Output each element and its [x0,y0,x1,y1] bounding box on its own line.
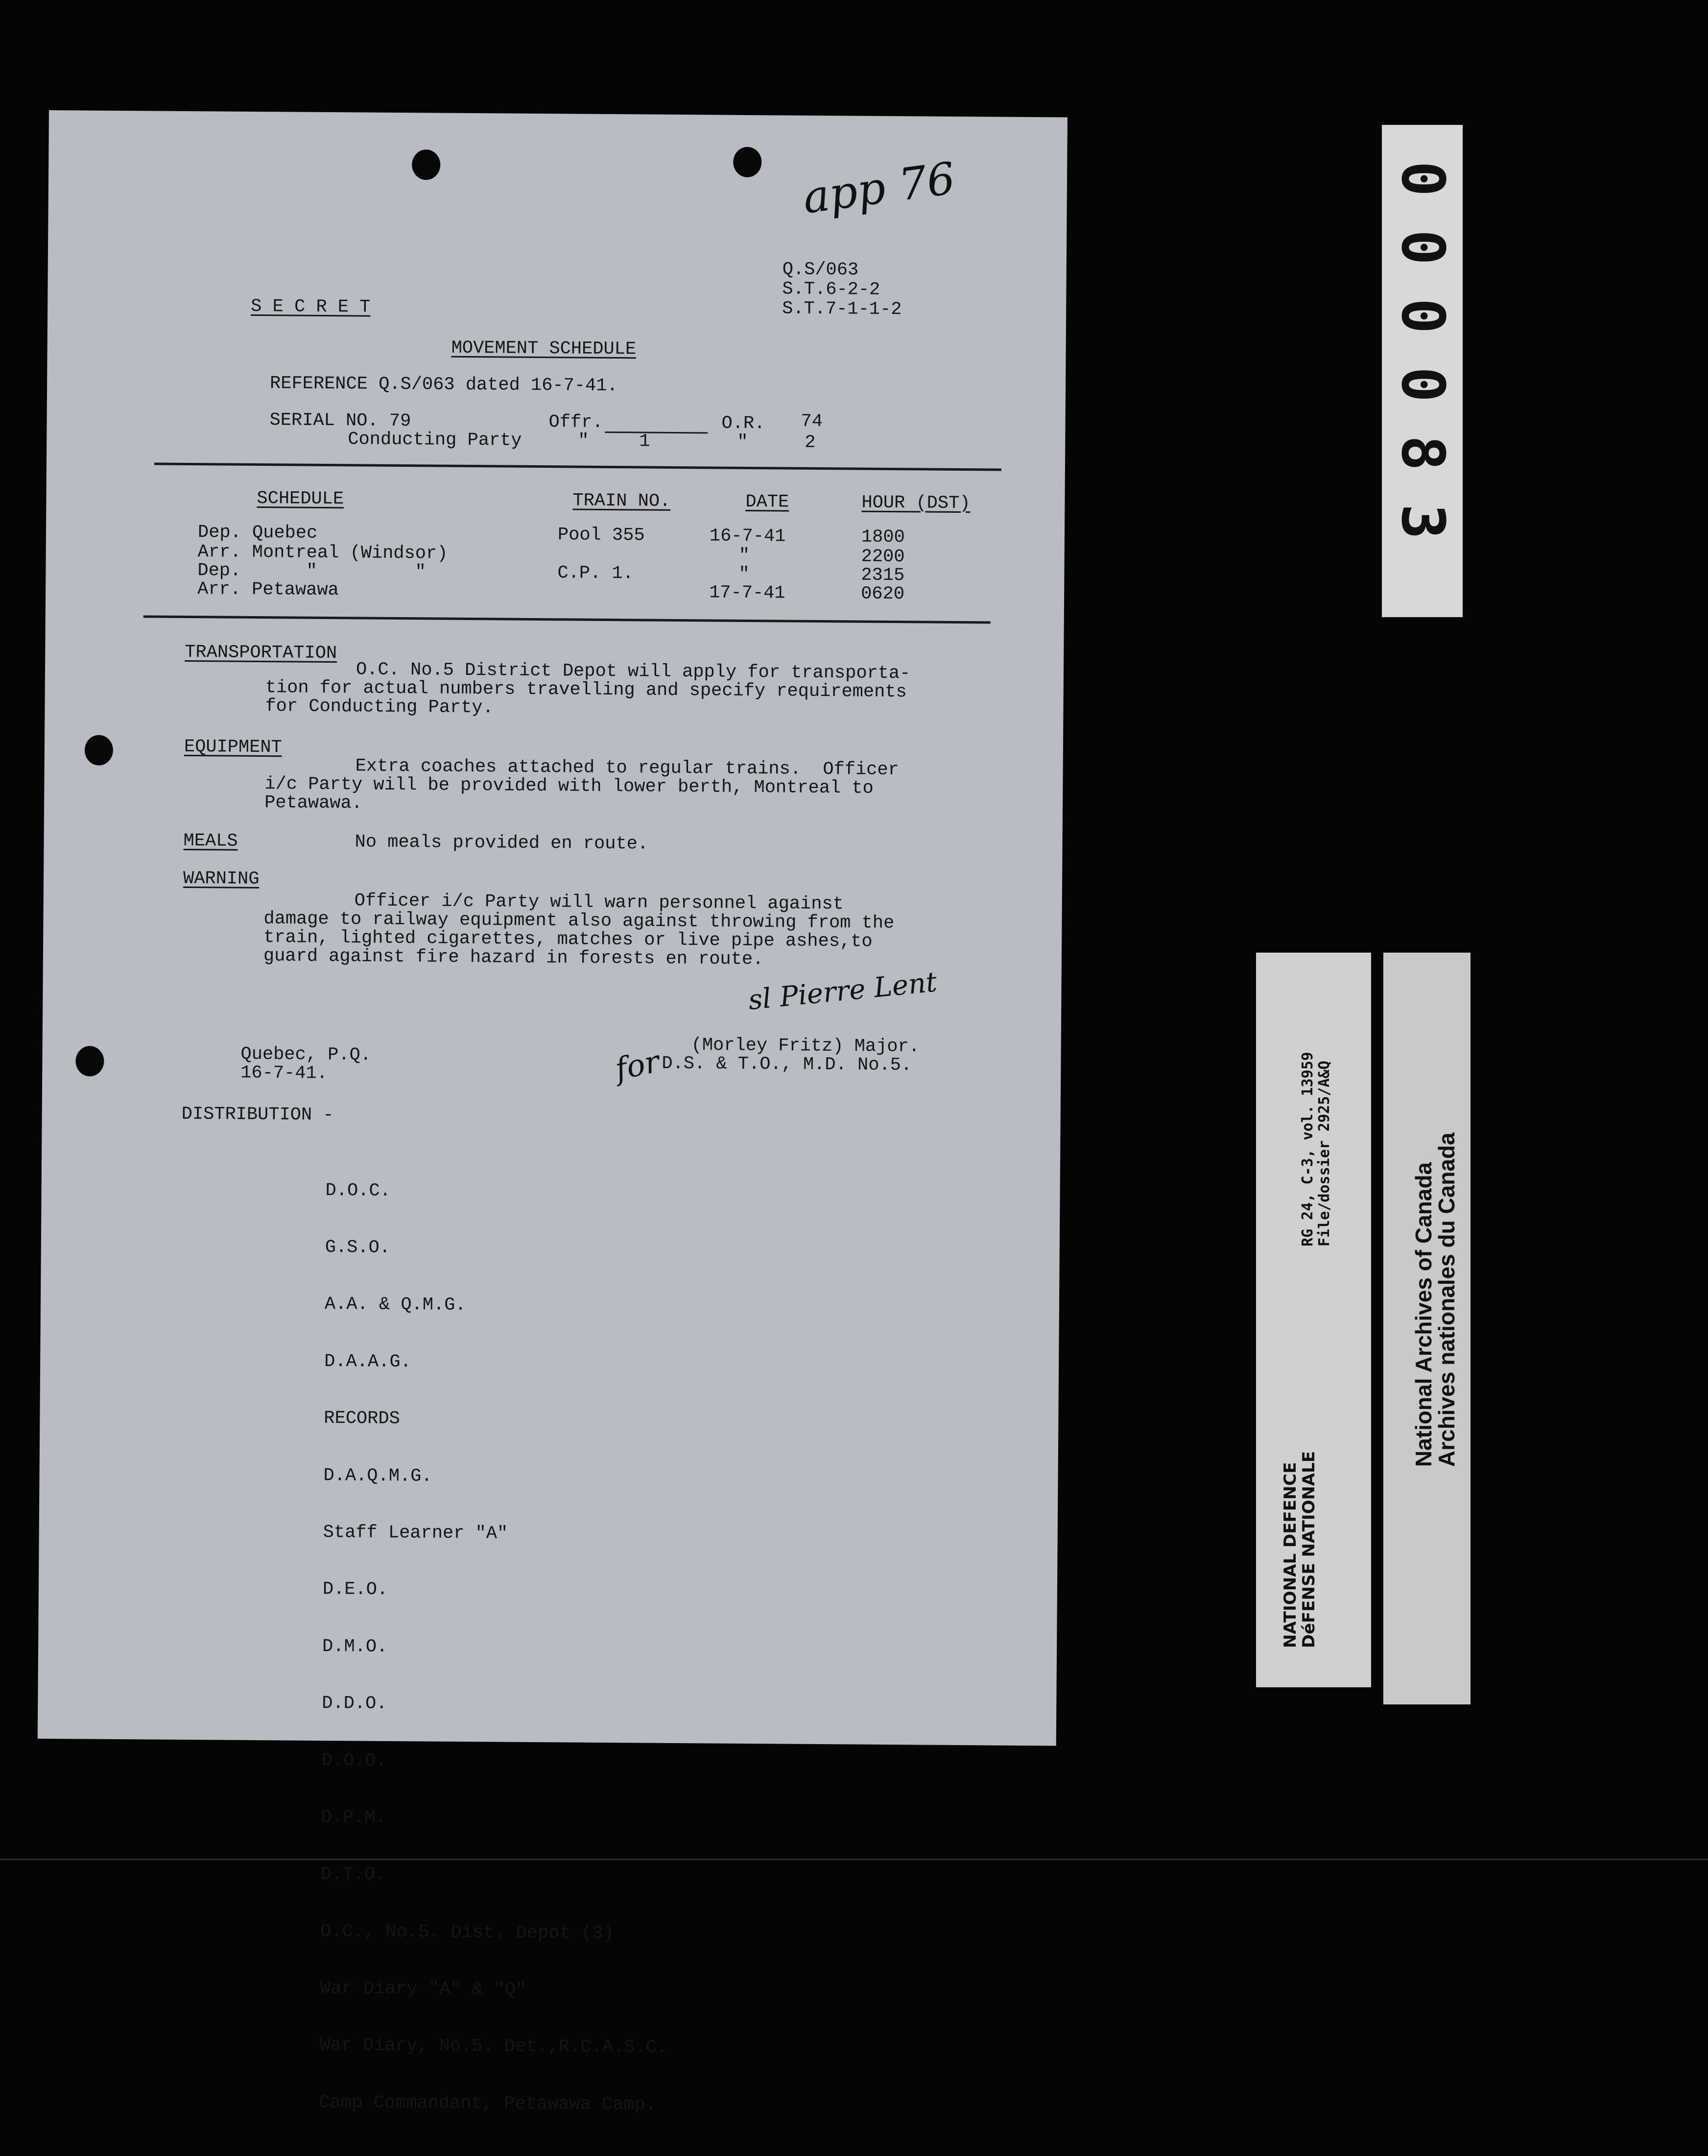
frame-digit: 3 [1388,503,1456,540]
transportation-text-line: O.C. No.5 District Depot will apply for transporta- [356,659,911,684]
distribution-item: D.E.O. [322,1579,388,1601]
distribution-item: D.O.C. [325,1180,391,1201]
file-reference-1: Q.S/063 [782,259,859,281]
table-cell-date: " [738,564,750,585]
distribution-item: G.S.O. [325,1237,391,1258]
warning-text-line: Officer i/c Party will warn personnel against [354,890,844,915]
equipment-text-line: i/c Party will be provided with lower berth, Montreal to [264,774,874,799]
equipment-text-line: Extra coaches attached to regular trains. Officer [355,756,899,781]
officer-label: Offr. [548,412,603,433]
distribution-item: D.D.O. [322,1693,387,1715]
handwritten-signature: sl Pierre Lent [747,966,939,1017]
table-cell-schedule: Dep. Quebec [197,522,318,544]
transportation-heading: TRANSPORTATION [185,642,337,664]
archive-label-right [1383,953,1471,1704]
punch-hole [733,147,761,177]
table-cell-date: 17-7-41 [709,582,785,604]
defense-nationale-label: DéFENSE NATIONALE [1299,1451,1319,1648]
handwritten-appendix-note: app 76 [800,152,958,224]
date-of-issue: 16-7-41. [240,1062,328,1084]
warning-text-line: train, lighted cigarettes, matches or live pipe ashes,to [263,927,873,952]
warning-text-line: guard against fire hazard in forests en route. [263,946,764,970]
punch-hole [75,1046,104,1076]
table-header-train: TRAIN NO. [572,490,671,512]
transportation-text-line: for Conducting Party. [265,696,494,719]
table-cell-schedule: Arr. Petawawa [197,579,339,601]
transportation-text-line: tion for actual numbers travelling and specify requirements [265,677,907,703]
document-page [38,110,1068,2115]
file-reference-2: S.T.6-2-2 [782,279,880,300]
frame-digit: 0 [1388,161,1456,197]
distribution-item: D.P.M. [321,1807,387,1828]
serial-number: SERIAL NO. 79 [269,410,411,432]
handwritten-for-mark: for [612,1043,663,1087]
distribution-item: War Diary, No.5. Det.,R.C.A.S.C. [319,2035,668,2059]
frame-number [1388,144,1456,556]
table-cell-hour: 2200 [861,546,905,568]
table-cell-hour: 2315 [861,565,905,586]
frame-digit: 0 [1388,298,1456,334]
frame-number-strip [1382,125,1463,617]
other-ranks-label: O.R. [721,413,765,434]
distribution-item: D.M.O. [322,1636,388,1657]
frame-digit: 0 [1388,366,1456,403]
distribution-item: Staff Learner "A" [323,1522,508,1544]
national-defence-label: NATIONAL DEFENCE [1281,1462,1300,1648]
distribution-item: War Diary "A" & "Q" [320,1978,527,2000]
distribution-label: DISTRIBUTION - [181,1103,334,1126]
frame-digit: 0 [1388,229,1456,265]
file-reference-3: S.T.7-1-1-2 [782,298,902,320]
conducting-or-value: 2 [805,432,816,453]
film-edge-line [0,1859,1708,1860]
table-cell-schedule: Arr. Montreal (Windsor) [197,542,448,564]
table-header-date: DATE [745,491,789,513]
other-ranks-value: 74 [801,411,823,432]
warning-heading: WARNING [183,868,260,890]
distribution-item: Camp Commandant, Petawawa Camp. [319,2092,657,2115]
distribution-item: A.A. & Q.M.G. [324,1294,466,1316]
conducting-party-label: Conducting Party [348,429,522,451]
record-group-reference: RG 24, C-3, vol. 13959 [1299,1052,1316,1246]
frame-digit: 8 [1388,435,1456,471]
document-title: MOVEMENT SCHEDULE [451,337,637,360]
distribution-item: O.C., No.5. Dist. Depot (3) [320,1921,614,1944]
distribution-item: RECORDS [324,1408,400,1430]
equipment-heading: EQUIPMENT [184,736,282,758]
table-cell-hour: 0620 [860,583,905,605]
table-top-rule [154,463,1001,471]
table-cell-date: 16-7-41 [709,526,786,547]
table-cell-schedule: Dep. " " [197,560,426,583]
distribution-item: D.A.Q.M.G. [323,1465,432,1487]
distribution-item: D.O.O. [321,1750,387,1772]
punch-hole [85,735,113,766]
place-of-issue: Quebec, P.Q. [240,1044,372,1066]
conducting-officers-value: 1 [639,431,650,452]
table-cell-train: C.P. 1. [557,563,634,584]
punch-hole [412,149,440,180]
meals-text-line: No meals provided en route. [355,832,649,855]
archive-label-left [1256,953,1371,1687]
table-cell-train: Pool 355 [557,525,645,546]
warning-text-line: damage to railway equipment also against throwing from the [263,909,895,934]
reference-line: REFERENCE Q.S/063 dated 16-7-41. [269,373,618,397]
table-cell-date: " [738,545,750,567]
distribution-item: D.A.A.G. [324,1351,411,1372]
table-bottom-rule [143,615,991,623]
distribution-item: D.T.O. [320,1864,386,1886]
distribution-list [319,1143,674,2153]
table-cell-hour: 1800 [861,527,905,548]
file-dossier-reference: File/dossier 2925/A&Q [1316,1060,1333,1246]
classification-heading: S E C R E T [251,296,371,318]
signatory-name: (Morley Fritz) Major. [691,1035,920,1057]
equipment-text-line: Petawawa. [264,792,363,814]
national-archives-name-fr: Archives nationales du Canada [1434,1132,1459,1467]
table-header-hour: HOUR (DST) [861,492,971,514]
meals-heading: MEALS [183,830,238,852]
signatory-title: D.S. & T.O., M.D. No.5. [662,1053,912,1076]
ditto-mark: " [737,431,748,453]
national-archives-name-en: National Archives of Canada [1411,1162,1436,1467]
table-header-schedule: SCHEDULE [257,488,344,510]
ditto-mark: " [578,431,589,452]
offr-blank-line [605,431,708,433]
